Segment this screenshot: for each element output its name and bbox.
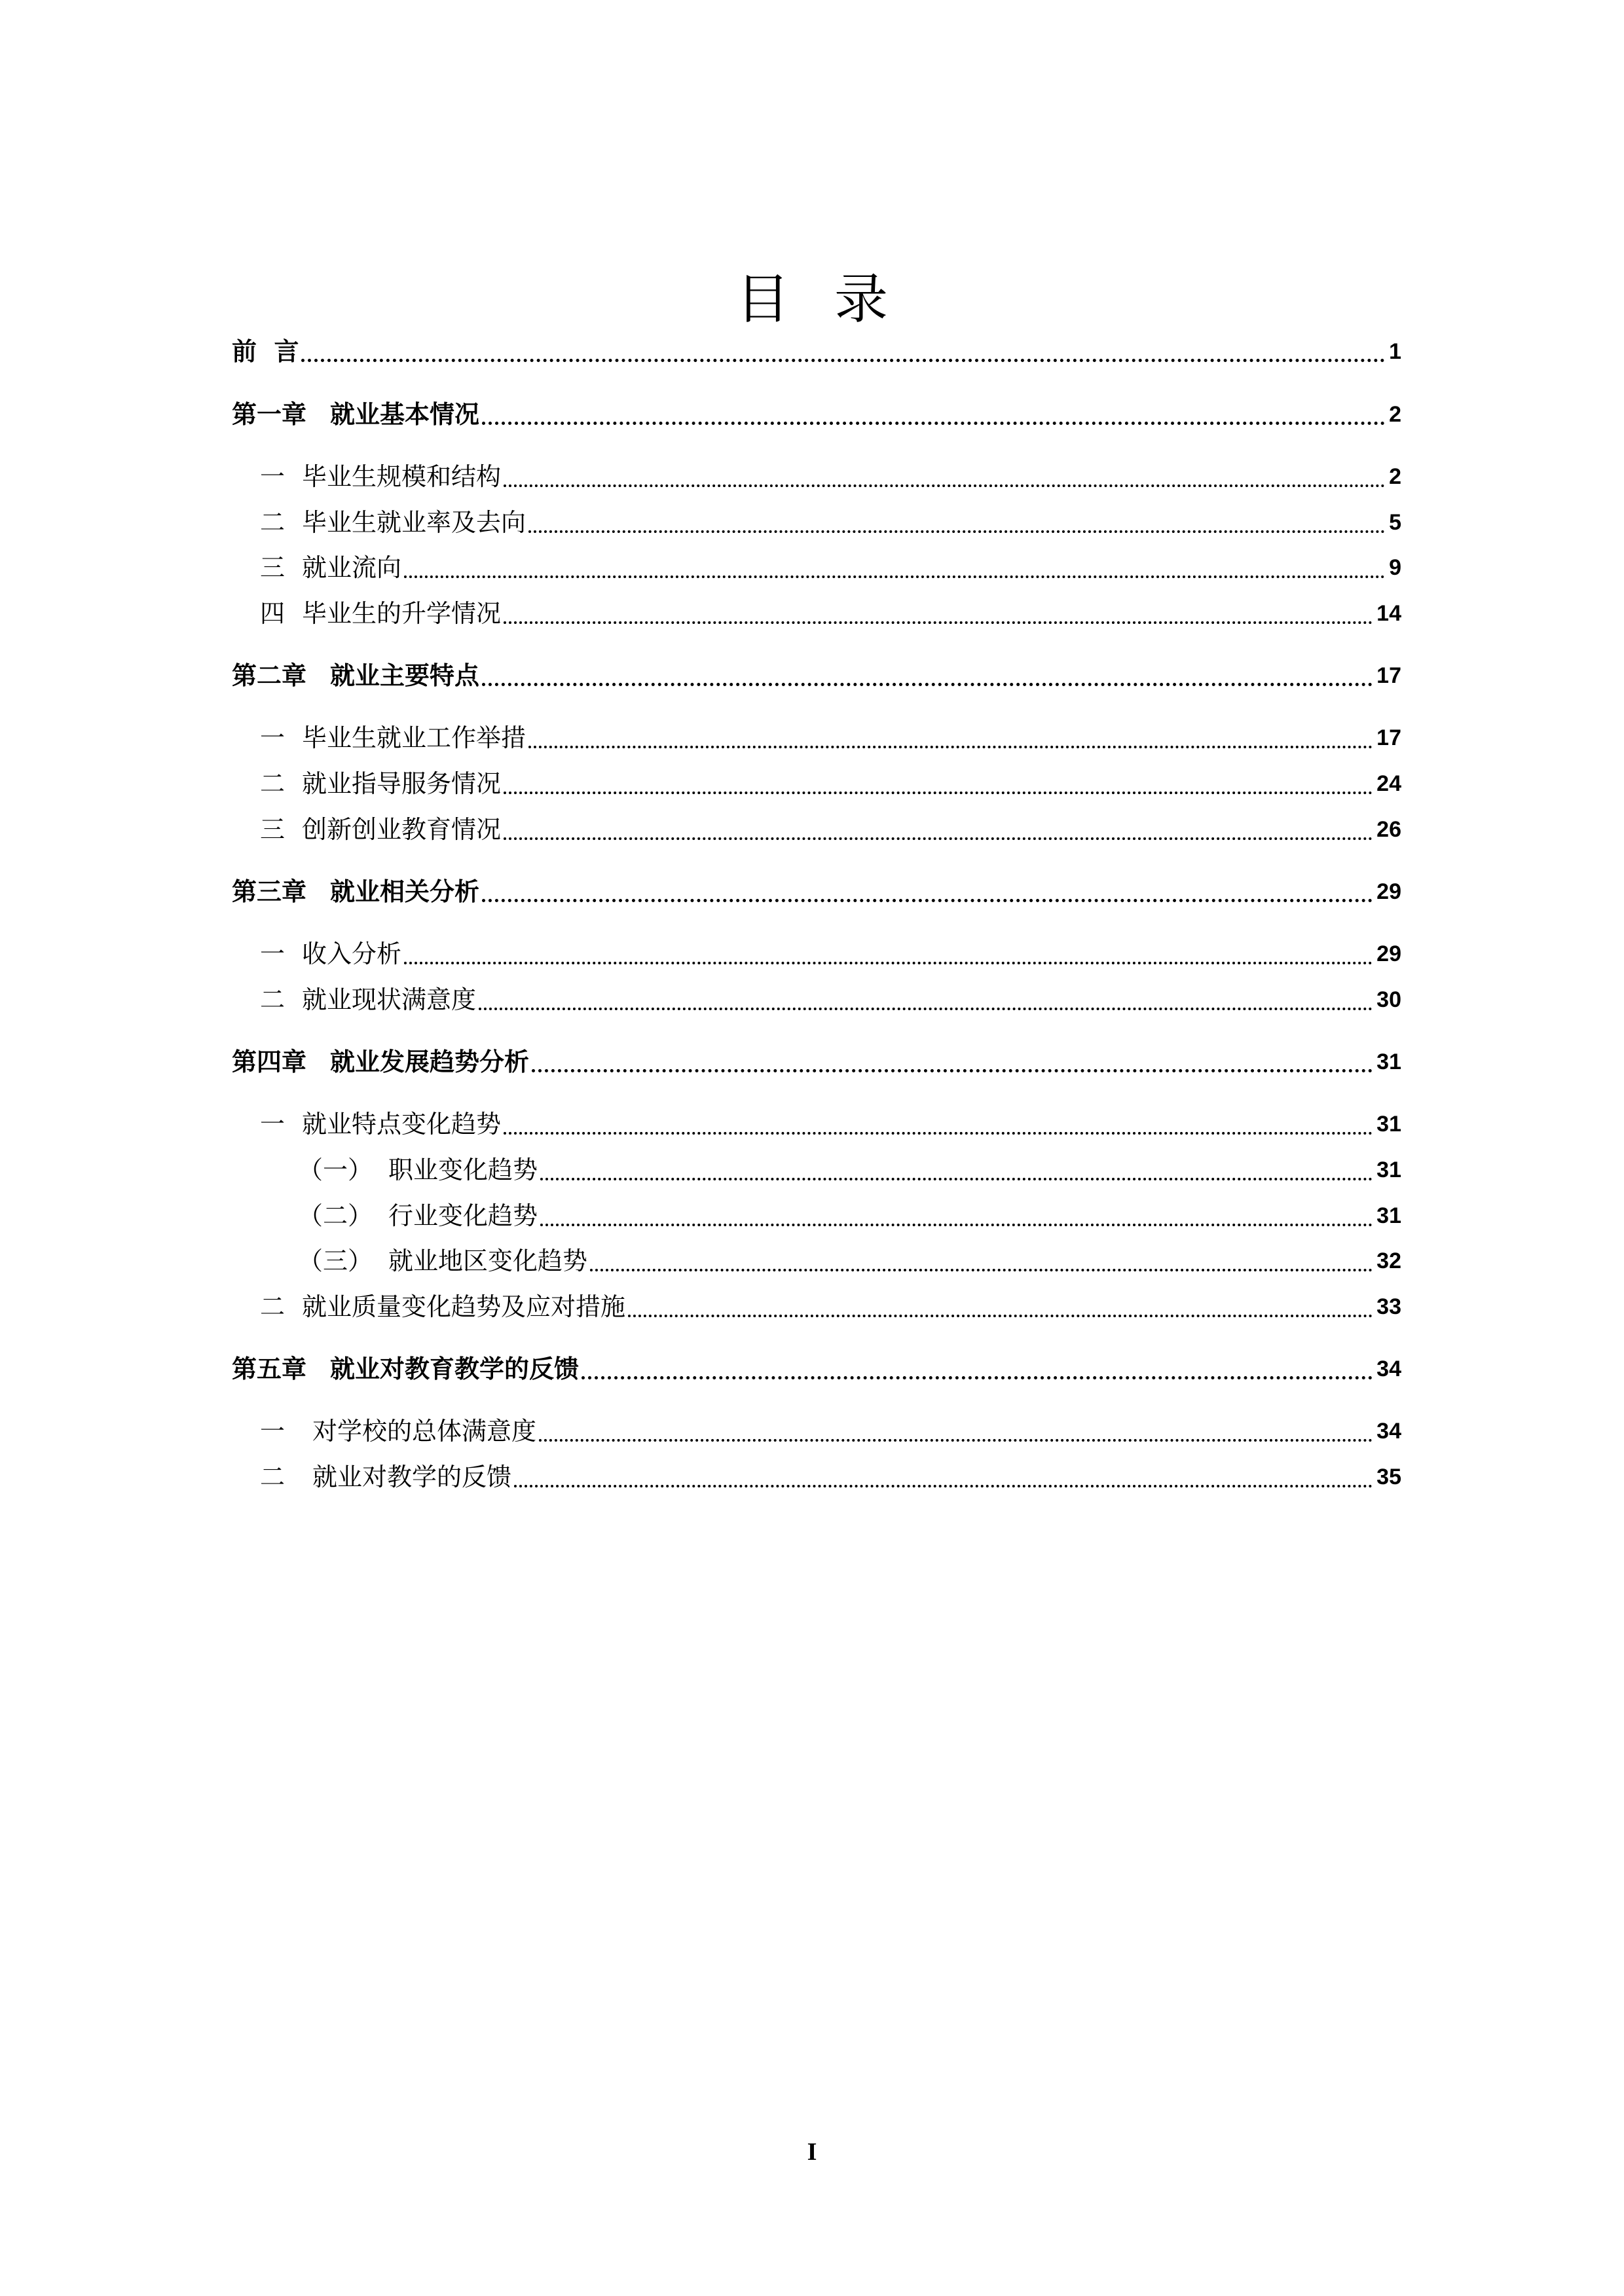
toc-entry[interactable]: [298, 1241, 1401, 1281]
toc-entry-page: 35: [1376, 1465, 1401, 1489]
toc-entry-page: 17: [1376, 663, 1401, 688]
toc-entry-number: （一）: [298, 1156, 373, 1184]
toc-entry[interactable]: [260, 718, 1401, 757]
toc-entry-label: [260, 1412, 536, 1451]
toc-entry[interactable]: [298, 1196, 1401, 1235]
dot-leader: [482, 422, 1385, 425]
toc-entry-page: 2: [1389, 464, 1401, 489]
toc-entry[interactable]: [232, 1042, 1401, 1082]
toc-entry[interactable]: [260, 503, 1401, 542]
dot-leader: [482, 899, 1373, 902]
toc-entry-number: 二: [260, 769, 286, 798]
toc-entry-label: [260, 810, 501, 849]
toc-entry-label: [260, 594, 501, 633]
toc-entry-title: 就业相关分析: [330, 877, 480, 906]
dot-leader: [532, 1069, 1373, 1072]
toc-entry-title: 就业对教学的反馈: [312, 1463, 512, 1491]
toc-entry-number: 二: [260, 1463, 286, 1491]
dot-leader: [504, 484, 1385, 487]
toc-entry-title: 创新创业教育情况: [302, 815, 502, 844]
dot-leader: [404, 962, 1373, 964]
dot-leader: [504, 1132, 1373, 1135]
toc-entry-page: 29: [1376, 941, 1401, 966]
toc-entry-title: 就业地区变化趋势: [388, 1247, 588, 1275]
page-title: 目录: [735, 268, 932, 331]
toc-entry-number: 一: [260, 939, 286, 968]
dot-leader: [504, 837, 1373, 840]
toc-entry[interactable]: [232, 872, 1401, 911]
toc-entry-page: 24: [1376, 771, 1401, 796]
toc-entry-title: 就业特点变化趋势: [302, 1110, 502, 1139]
toc-entry[interactable]: [298, 1150, 1401, 1190]
toc-entry-number: 二: [260, 985, 286, 1014]
toc-entry-number: 一: [260, 723, 286, 752]
dot-leader: [540, 1224, 1373, 1226]
toc-entry-label: [260, 718, 526, 757]
toc-entry-title: 就业指导服务情况: [302, 769, 502, 798]
toc-entry[interactable]: [260, 980, 1401, 1019]
toc-entry-number: 三: [260, 815, 286, 844]
toc-entry[interactable]: [232, 656, 1401, 695]
toc-entry-page: 31: [1376, 1112, 1401, 1137]
dot-leader: [528, 530, 1385, 533]
toc-entry-page: 34: [1376, 1419, 1401, 1444]
toc-entry-title: 前 言: [232, 337, 299, 366]
dot-leader: [540, 1178, 1373, 1180]
toc-entry-label: [232, 656, 479, 695]
toc-entry-page: 5: [1389, 510, 1401, 535]
toc-entry-label: [260, 764, 501, 803]
toc-entry-title: 职业变化趋势: [388, 1156, 538, 1184]
toc-entry[interactable]: [260, 764, 1401, 803]
toc-entry-title: 毕业生的升学情况: [302, 599, 502, 628]
toc-entry-number: 第三章: [232, 877, 307, 906]
toc-entry-title: 就业主要特点: [330, 661, 480, 690]
toc-entry[interactable]: [260, 1287, 1401, 1326]
toc-entry-title: 就业流向: [302, 553, 402, 582]
toc-entry-title: 就业质量变化趋势及应对措施: [302, 1292, 626, 1321]
toc-entry-label: [260, 548, 401, 587]
toc-entry-number: 二: [260, 1292, 286, 1321]
toc-entry-page: 30: [1376, 987, 1401, 1012]
toc-entry-label: [232, 1349, 579, 1389]
toc-entry[interactable]: [260, 934, 1401, 974]
toc-entry-page: 31: [1376, 1049, 1401, 1074]
toc-entry-number: （三）: [298, 1247, 373, 1275]
toc-entry[interactable]: [260, 548, 1401, 587]
toc-entry[interactable]: [232, 395, 1401, 434]
toc-entry-number: 第四章: [232, 1048, 307, 1076]
toc-entry-page: 14: [1376, 601, 1401, 626]
toc-entry-label: [260, 1104, 501, 1144]
toc-entry-label: [260, 980, 476, 1019]
toc-entry-label: [260, 503, 526, 542]
dot-leader: [514, 1485, 1373, 1487]
toc-entry-title: 毕业生就业工作举措: [302, 723, 526, 752]
toc-entry[interactable]: [232, 1349, 1401, 1389]
toc-entry-title: 就业对教育教学的反馈: [330, 1355, 580, 1383]
toc-entry[interactable]: [260, 594, 1401, 633]
dot-leader: [628, 1315, 1373, 1317]
toc-entry-title: 行业变化趋势: [388, 1201, 538, 1230]
toc-entry-title: 就业现状满意度: [302, 985, 477, 1014]
toc-entry-number: 三: [260, 553, 286, 582]
toc-entry-page: 34: [1376, 1357, 1401, 1381]
toc-entry[interactable]: [260, 1104, 1401, 1144]
dot-leader: [590, 1269, 1373, 1271]
dot-leader: [504, 792, 1373, 794]
dot-leader: [482, 683, 1373, 686]
toc-entry-title: 就业发展趋势分析: [330, 1048, 530, 1076]
toc-entry-page: 1: [1389, 339, 1401, 364]
toc-entry-page: 33: [1376, 1294, 1401, 1319]
toc-entry-number: 二: [260, 508, 286, 537]
toc-entry-label: [298, 1150, 538, 1190]
toc-entry-page: 9: [1389, 555, 1401, 580]
dot-leader: [504, 621, 1373, 624]
toc-entry-number: 第二章: [232, 661, 307, 690]
dot-leader: [539, 1439, 1373, 1442]
toc-entry-page: 31: [1376, 1157, 1401, 1182]
toc-entry-label: [260, 1287, 625, 1326]
toc-entry-page: 2: [1389, 402, 1401, 427]
toc-entry[interactable]: [232, 332, 1401, 371]
toc-entry-label: [232, 872, 479, 911]
dot-leader: [528, 746, 1373, 748]
toc-entry-title: 毕业生就业率及去向: [302, 508, 526, 537]
dot-leader: [581, 1376, 1373, 1379]
toc-entry-number: 四: [260, 599, 286, 628]
toc-entry-title: 收入分析: [302, 939, 402, 968]
toc-entry-label: [260, 457, 501, 496]
toc-entry-page: 29: [1376, 879, 1401, 904]
toc-entry-title: 对学校的总体满意度: [312, 1417, 537, 1446]
toc-entry-title: 毕业生规模和结构: [302, 462, 502, 491]
toc-entry-page: 17: [1376, 725, 1401, 750]
toc-entry-title: 就业基本情况: [330, 400, 480, 429]
dot-leader: [301, 359, 1385, 362]
toc-entry-page: 26: [1376, 817, 1401, 842]
toc-entry-label: [298, 1196, 538, 1235]
toc-entry-number: 一: [260, 1110, 286, 1139]
toc-entry[interactable]: [260, 457, 1401, 496]
toc-entry-label: [232, 332, 299, 371]
toc-entry-label: [298, 1241, 587, 1281]
toc-entry-label: [260, 934, 401, 974]
toc-entry-number: 第五章: [232, 1355, 307, 1383]
toc-entry[interactable]: [260, 1412, 1401, 1451]
toc-entry-number: （二）: [298, 1201, 373, 1230]
toc-entry[interactable]: [260, 810, 1401, 849]
toc-entry-number: 一: [260, 1417, 286, 1446]
toc-entry-label: [232, 395, 479, 434]
toc-entry-label: [260, 1457, 511, 1497]
dot-leader: [404, 575, 1385, 578]
toc-entry[interactable]: [260, 1457, 1401, 1497]
page-number: I: [807, 2138, 817, 2166]
toc-entry-number: 第一章: [232, 400, 307, 429]
toc-entry-number: 一: [260, 462, 286, 491]
dot-leader: [479, 1008, 1373, 1010]
toc-entry-page: 32: [1376, 1248, 1401, 1273]
toc-entry-page: 31: [1376, 1203, 1401, 1228]
toc-entry-label: [232, 1042, 529, 1082]
